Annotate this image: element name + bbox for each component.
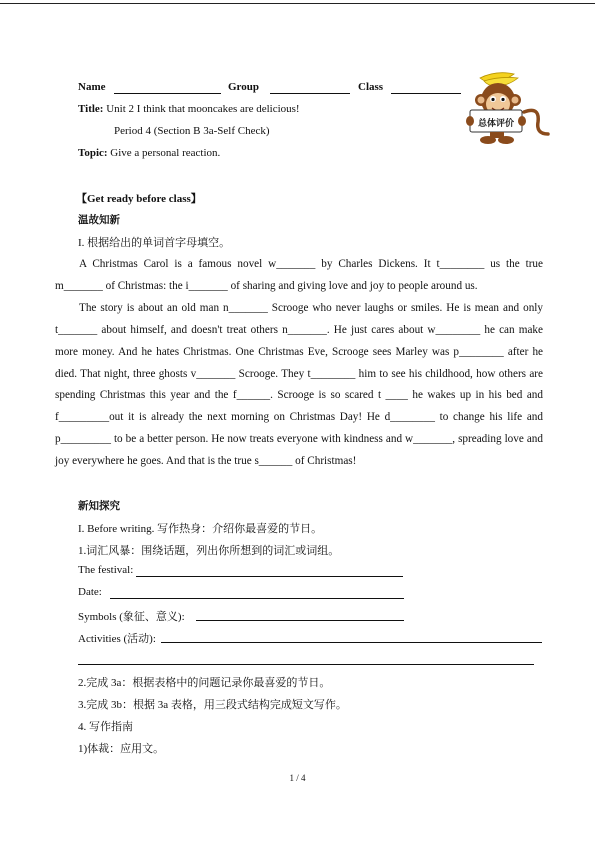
page-number: 1 / 4	[289, 773, 306, 783]
group-label: Group	[228, 81, 259, 93]
festival-row	[78, 564, 133, 576]
title-line	[78, 103, 300, 115]
date-label: Date:	[78, 586, 102, 598]
topic-line	[78, 147, 220, 159]
before-writing-line: I. Before writing. 写作热身：介绍你最喜爱的节日。	[78, 523, 323, 535]
section-heading: 【Get ready before class】	[76, 193, 202, 205]
passage-paragraph-2: The story is about an old man n_______ Scrooge who never laughs or smiles. He is mean and only t_______ about himself, and doesn't treat others n_______. He just cares about w________ he can make more money. And he hates Christmas. One Christmas Eve, Scrooge sees Marley was p________ after he died. That night, three ghosts v_______ Scrooge. They t________ him to see his childhood, how others are spending Christmas this year and the f______. Scrooge is so scared t ____ he wakes up in his bed and f_________out it is already the next morning on Christmas Day! He d________ to change his life and p_________ to be a better person. He now treats everyone with kindness and w_______, spreading love and joy everywhere he goes. And that is the true s______ of Christmas!	[55, 301, 543, 468]
monkey-evaluation-badge-icon	[462, 70, 552, 152]
activities-label: Activities (活动):	[78, 633, 156, 645]
symbols-row	[78, 608, 185, 624]
group-blank[interactable]	[270, 93, 350, 94]
date-row	[78, 586, 102, 598]
brainstorm-line: 1.词汇风暴：围绕话题，列出你所想到的词汇或词组。	[78, 545, 340, 557]
top-rule	[0, 3, 595, 4]
festival-blank[interactable]	[136, 576, 403, 577]
badge-text: 总体评价	[477, 119, 514, 129]
name-blank[interactable]	[114, 93, 221, 94]
step-3: 3.完成 3b：根据 3a 表格，用三段式结构完成短文写作。	[78, 699, 347, 711]
activities-row	[78, 630, 156, 646]
title-label: Title:	[78, 103, 104, 115]
class-label: Class	[358, 81, 384, 93]
new-knowledge-subheading: 新知探究	[78, 500, 120, 512]
fill-instruction: I. 根据给出的单词首字母填空。	[78, 237, 231, 249]
passage-paragraph-1: A Christmas Carol is a famous novel w_______ by Charles Dickens. It t________ us the true m_______ of Christmas: the i_______ of sharing and giving love and joy to people around us.	[55, 258, 543, 292]
review-subheading: 温故知新	[78, 214, 120, 226]
topic-text: Give a personal reaction.	[110, 147, 221, 159]
symbols-label: Symbols (象征、意义):	[78, 611, 185, 623]
passage	[55, 254, 543, 473]
activities-blank-2[interactable]	[78, 664, 534, 665]
topic-label: Topic:	[78, 147, 108, 159]
period-text: Period 4 (Section B 3a-Self Check)	[114, 125, 270, 137]
date-blank[interactable]	[110, 598, 404, 599]
step-4: 4. 写作指南	[78, 721, 133, 733]
symbols-blank[interactable]	[196, 620, 404, 621]
name-label: Name	[78, 81, 106, 93]
class-blank[interactable]	[391, 93, 461, 94]
genre-line: 1)体裁：应用文。	[78, 743, 165, 755]
activities-blank[interactable]	[161, 642, 542, 643]
festival-label: The festival:	[78, 564, 134, 576]
step-2: 2.完成 3a：根据表格中的问题记录你最喜爱的节日。	[78, 677, 331, 689]
title-text: Unit 2 I think that mooncakes are delicious!	[106, 103, 300, 115]
